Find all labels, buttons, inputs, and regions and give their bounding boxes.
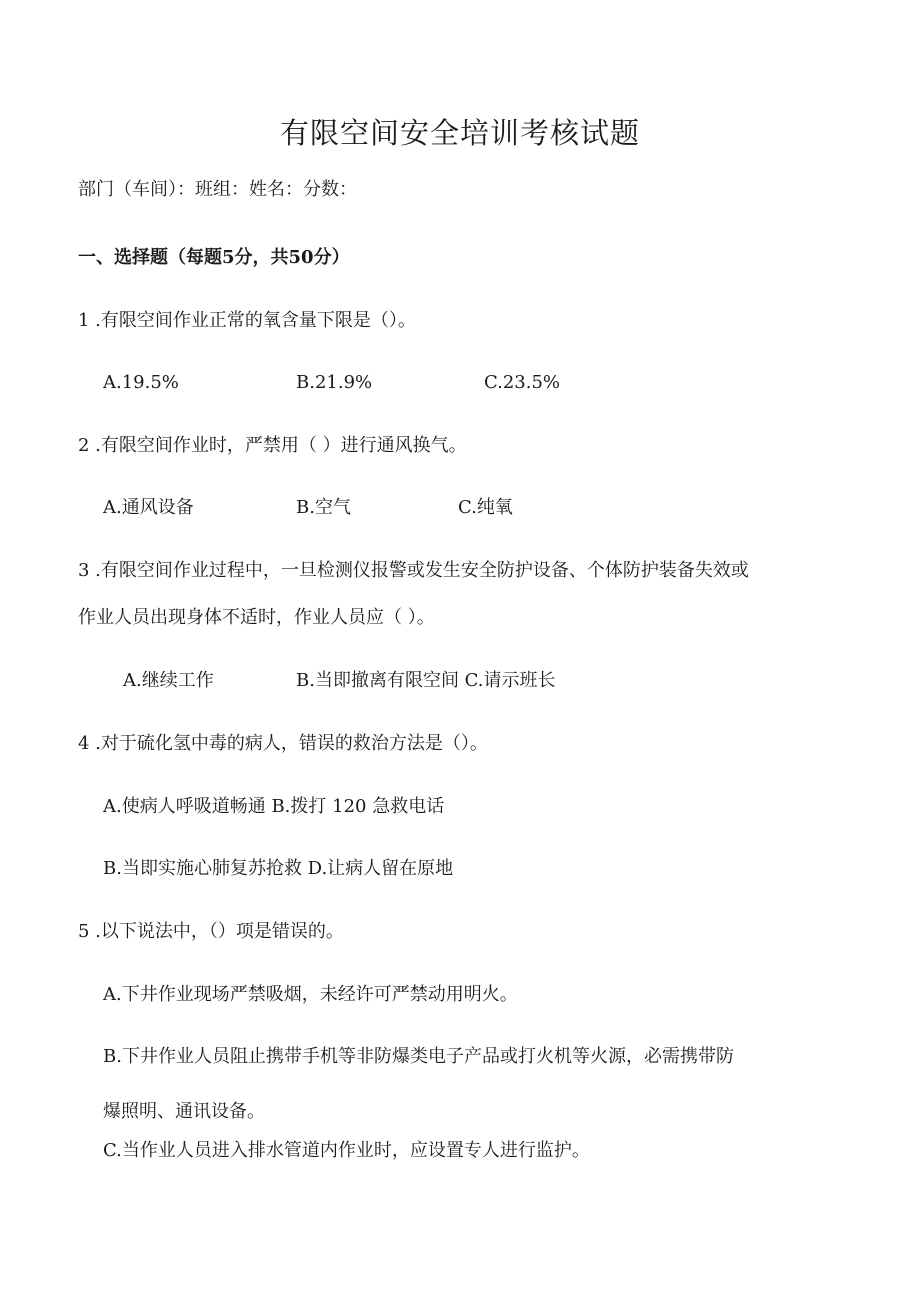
q1-option-a: A.19.5% xyxy=(103,372,179,393)
question-4: 4 .对于硫化氢中毒的病人，错误的救治方法是（）。 xyxy=(78,733,488,754)
q2-option-b: B.空气 xyxy=(296,497,351,518)
question-2: 2 .有限空间作业时，严禁用（ ）进行通风换气。 xyxy=(78,435,467,456)
q3-option-a: A.继续工作 xyxy=(123,670,214,691)
question-1: 1 .有限空间作业正常的氧含量下限是（）。 xyxy=(78,310,416,331)
q1-option-b: B.21.9% xyxy=(296,372,373,393)
question-5: 5 .以下说法中，（）项是错误的。 xyxy=(78,921,344,942)
q2-option-c: C.纯氧 xyxy=(458,497,513,518)
exam-title: 有限空间安全培训考核试题 xyxy=(279,116,640,150)
q3-option-bc: B.当即撤离有限空间 C.请示班长 xyxy=(296,670,556,691)
q2-option-a: A.通风设备 xyxy=(103,497,194,518)
q4-options-line1: A.使病人呼吸道畅通 B.拨打 120 急救电话 xyxy=(103,796,445,817)
q5-option-c: C.当作业人员进入排水管道内作业时，应设置专人进行监护。 xyxy=(103,1140,590,1161)
question-3-line1: 3 .有限空间作业过程中，一旦检测仪报警或发生安全防护设备、个体防护装备失效或 xyxy=(78,560,749,581)
q1-option-c: C.23.5% xyxy=(484,372,561,393)
q5-option-a: A.下井作业现场严禁吸烟，未经许可严禁动用明火。 xyxy=(103,984,518,1005)
question-3-line2: 作业人员出现身体不适时，作业人员应（ ）。 xyxy=(78,607,435,628)
section-heading: 一、选择题（每题5分，共50分） xyxy=(78,247,350,268)
q4-options-line2: B.当即实施心肺复苏抢救 D.让病人留在原地 xyxy=(103,858,454,879)
q5-option-b-line1: B.下井作业人员阻止携带手机等非防爆类电子产品或打火机等火源，必需携带防 xyxy=(103,1046,734,1067)
q5-option-b-line2: 爆照明、通讯设备。 xyxy=(103,1101,265,1122)
info-line: 部门（车间）：班组：姓名：分数： xyxy=(78,179,357,200)
